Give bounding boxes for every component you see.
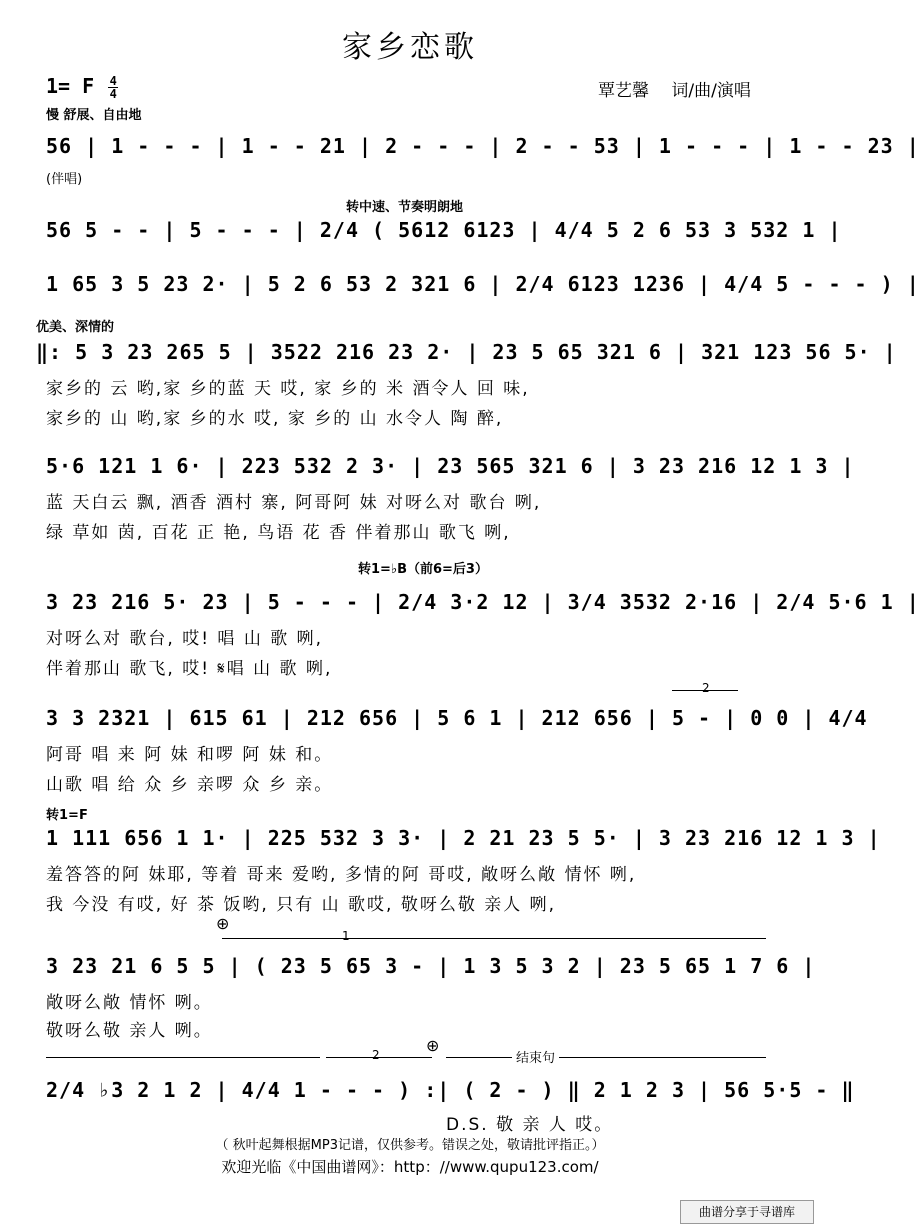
volta-number: 1 [342, 929, 350, 943]
watermark-badge: 曲谱分享于寻谱库 [680, 1200, 814, 1224]
lyric-line: 对呀么对 歌台, 哎! 唱 山 歌 咧, [46, 629, 324, 649]
song-title: 家乡恋歌 [342, 30, 478, 65]
score-row: 3 3 2321 | 615 61 | 212 656 | 5 6 1 | 212 656 | 5 - | 0 0 | 4/4 [46, 706, 868, 730]
lyric-line: 家乡的 云 哟,家 乡的蓝 天 哎, 家 乡的 米 酒令人 回 味, [46, 379, 530, 399]
modulation-marking: 转1=♭B（前6=后3） [358, 562, 488, 577]
coda-icon: ⊕ [426, 1036, 440, 1055]
lyric-line: 绿 草如 茵, 百花 正 艳, 鸟语 花 香 伴着那山 歌飞 咧, [46, 523, 511, 543]
lyric-line: 我 今没 有哎, 好 茶 饭哟, 只有 山 歌哎, 敬呀么敬 亲人 咧, [46, 895, 557, 915]
coda-icon: ⊕ [216, 914, 230, 933]
author-credit: 覃艺馨 词/曲/演唱 [598, 81, 751, 101]
verse-expression: 优美、深情的 [36, 320, 115, 335]
score-row: ‖: 5 3 23 265 5 | 3522 216 23 2· | 23 5 65 321 6 | 321 123 56 5· | [36, 340, 897, 364]
first-ending-bracket [222, 938, 766, 939]
lyric-line: 敞呀么敞 情怀 咧。 [46, 993, 213, 1013]
key-signature: 1= F $\frac{4}{4}$ [46, 74, 117, 101]
lyric-line: 蓝 天白云 飘, 酒香 酒村 寨, 阿哥阿 妹 对呀么对 歌台 咧, [46, 493, 542, 513]
lyric-line: 敬呀么敬 亲人 咧。 [46, 1021, 213, 1041]
score-row: 1 111 656 1 1· | 225 532 3 3· | 2 21 23 5 5· | 3 23 216 12 1 3 | [46, 826, 881, 850]
accompaniment-marking: (伴唱) [46, 172, 83, 187]
transcription-note: （ 秋叶起舞根据MP3记谱，仅供参考。错误之处，敬请批评指正。） [215, 1138, 605, 1153]
score-row: 56 5 - - | 5 - - - | 2/4 ( 5612 6123 | 4/4 5 2 6 53 3 532 1 | [46, 218, 842, 242]
score-row: 1 65 3 5 23 2· | 5 2 6 53 2 321 6 | 2/4 6123 1236 | 4/4 5 - - - ) | [46, 272, 920, 296]
lyric-line: D.S. 敬 亲 人 哎。 [446, 1115, 614, 1135]
lyric-line: 山歌 唱 给 众 乡 亲啰 众 乡 亲。 [46, 775, 334, 795]
first-ending-bracket [46, 1057, 320, 1058]
modulation-marking: 转1=F [46, 808, 88, 823]
lyric-line: 伴着那山 歌飞, 哎! 𝄋唱 山 歌 咧, [46, 659, 333, 679]
ending-bracket [446, 1057, 766, 1058]
score-row: 3 23 216 5· 23 | 5 - - - | 2/4 3·2 12 | 3/4 3532 2·16 | 2/4 5·6 1 | [46, 590, 920, 614]
score-row: 2/4 ♭3 2 1 2 | 4/4 1 - - - ) :| ( 2 - ) ‖ 2 1 2 3 | 56 5·5 - ‖ [46, 1078, 855, 1102]
score-row: 5·6 121 1 6· | 223 532 2 3· | 23 565 321 6 | 3 23 216 12 1 3 | [46, 454, 855, 478]
volta-number: 2 [702, 681, 710, 695]
tempo-change-marking: 转中速、节奏明朗地 [346, 200, 464, 215]
lyric-line: 家乡的 山 哟,家 乡的水 哎, 家 乡的 山 水令人 陶 醉, [46, 409, 504, 429]
score-row: 56 | 1 - - - | 1 - - 21 | 2 - - - | 2 - - 53 | 1 - - - | 1 - - 23 | [46, 134, 920, 158]
volta-number: 2 [372, 1048, 380, 1062]
score-row: 3 23 21 6 5 5 | ( 23 5 65 3 - | 1 3 5 3 2 | 23 5 65 1 7 6 | [46, 954, 816, 978]
website-welcome: 欢迎光临《中国曲谱网》：http：//www.qupu123.com/ [221, 1158, 599, 1176]
time-signature: $\frac{4}{4}$ [109, 74, 117, 101]
intro-expression: 慢 舒展、自由地 [46, 108, 142, 123]
ending-label: 结束句 [512, 1047, 559, 1066]
lyric-line: 羞答答的阿 妹耶, 等着 哥来 爱哟, 多情的阿 哥哎, 敞呀么敞 情怀 咧, [46, 865, 637, 885]
lyric-line: 阿哥 唱 来 阿 妹 和啰 阿 妹 和。 [46, 745, 334, 765]
